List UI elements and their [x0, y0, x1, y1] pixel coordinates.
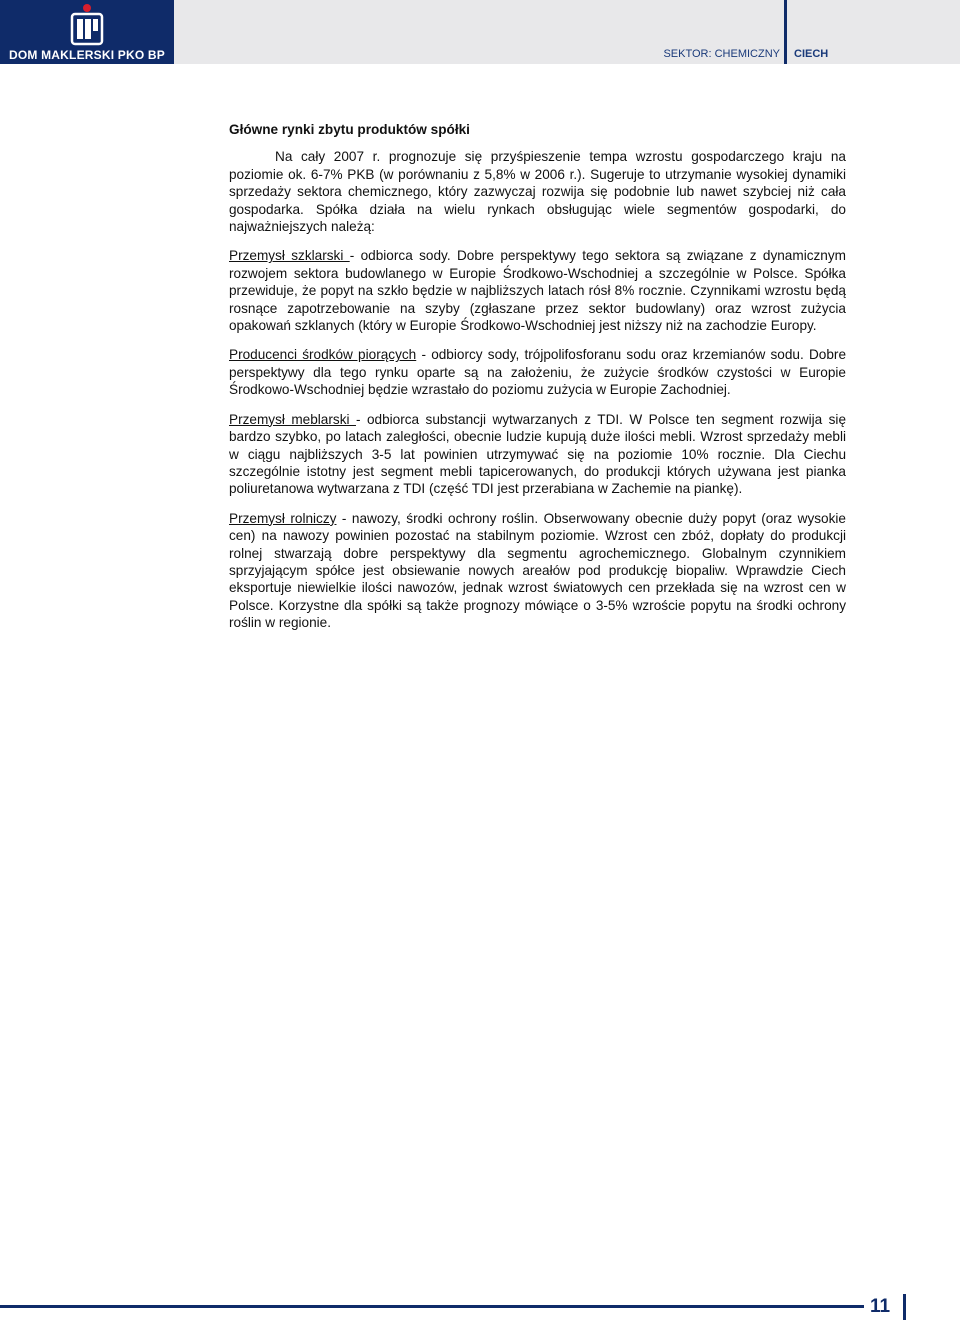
- footer-rule: [0, 1305, 864, 1308]
- segment-name: Producenci środków piorących: [229, 347, 417, 363]
- brand-name: DOM MAKLERSKI PKO BP: [8, 48, 165, 62]
- segment-text: - odbiorca sody. Dobre perspektywy tego sektora są związane z dynamicznym rozwojem sektora budowlanego w Europie Środkowo-Wschodniej a szczególnie w Polsce. Spółka przewiduje, że popyt na szkło będzie w najbliższych latach rósł 8% rocznie. Czynnikami wzrostu będą rosnące zapotrzebowanie na szyby (zgłaszane przez sektor budowlany) oraz wzrost zużycia opakowań szklanych (który w Europie Środkowo-Wschodniej jest niższy niż na zachodzie Europy.: [229, 248, 846, 334]
- segment-text: - odbiorca substancji wytwarzanych z TDI. W Polsce ten segment rozwija się bardzo szybko, po latach zaległości, obecnie ludzie kupują duże ilości mebli. Wzrost sprzedaży mebli w ciągu najbliższych 3-5 lat powinien utrzymywać się na poziomie 10% rocznie. Dla Ciechu szczególnie istotny jest segment mebli tapicerowanych, do produkcji których używana jest pianka poliuretanowa wytwarzana z TDI (część TDI jest przerabiana w Zachemie na piankę).: [229, 411, 847, 497]
- segment-name: Przemysł rolniczy: [229, 510, 337, 526]
- segment-name: Przemysł meblarski: [229, 411, 356, 427]
- segment-name: Przemysł szklarski: [229, 248, 350, 264]
- company-label: CIECH: [794, 48, 829, 60]
- article-body: [229, 121, 846, 644]
- pko-logo-icon: [68, 2, 106, 46]
- page-number: 11: [870, 1296, 891, 1317]
- segment-paragraph: [229, 247, 846, 334]
- segment-paragraph: [229, 510, 846, 632]
- footer-bar: [903, 1294, 906, 1320]
- segment-paragraph: [229, 346, 846, 398]
- segment-text: - odbiorcy sody, trójpolifosforanu sodu oraz krzemianów sodu. Dobre perspektywy dla tego rynku oparte są na założeniu, że zużycie środków czystości w Europie Środkowo-Wschodniej będzie wzrastało do poziomu zużycia w Europie Zachodniej.: [229, 347, 846, 398]
- page-header: [0, 0, 960, 64]
- segment-text: - nawozy, środki ochrony roślin. Obserwowany obecnie duży popyt (oraz wysokie cen) na nawozy powinien pozostać na stabilnym poziomie. Wzrost cen zbóż, dopłaty do produkcji rolnej stwarzają dobre perspektywy dla segmentu agrochemicznego. Globalnym czynnikiem sprzyjającym spółce jest obsiewanie nowych areałów pod produkcję biopaliw. Wprawdzie Ciech eksportuje niewielkie ilości nawozów, jednak wzrost światowych cen przekłada się na wzrost cen w Polsce. Korzystne dla spółki są także prognozy mówiące o 3-5% wzroście popytu na środki ochrony roślin w regionie.: [229, 510, 846, 631]
- segment-paragraph: [229, 411, 846, 498]
- header-divider: [784, 0, 787, 64]
- section-heading: Główne rynki zbytu produktów spółki: [229, 122, 470, 137]
- intro-paragraph: Na cały 2007 r. prognozuje się przyśpieszenie tempa wzrostu gospodarczego kraju na poziomie ok. 6-7% PKB (w porównaniu z 5,8% w 2006 r.). Sugeruje to utrzymanie wysokiej dynamiki sprzedaży sektora chemicznego, który zazwyczaj rozwija się podobnie lub nawet szybciej niż cała gospodarka. Spółka działa na wielu rynkach obsługując wiele segmentów gospodarki, do najważniejszych należą:: [229, 149, 846, 235]
- sector-label: SEKTOR: CHEMICZNY: [663, 48, 780, 60]
- brand-box: [0, 0, 174, 64]
